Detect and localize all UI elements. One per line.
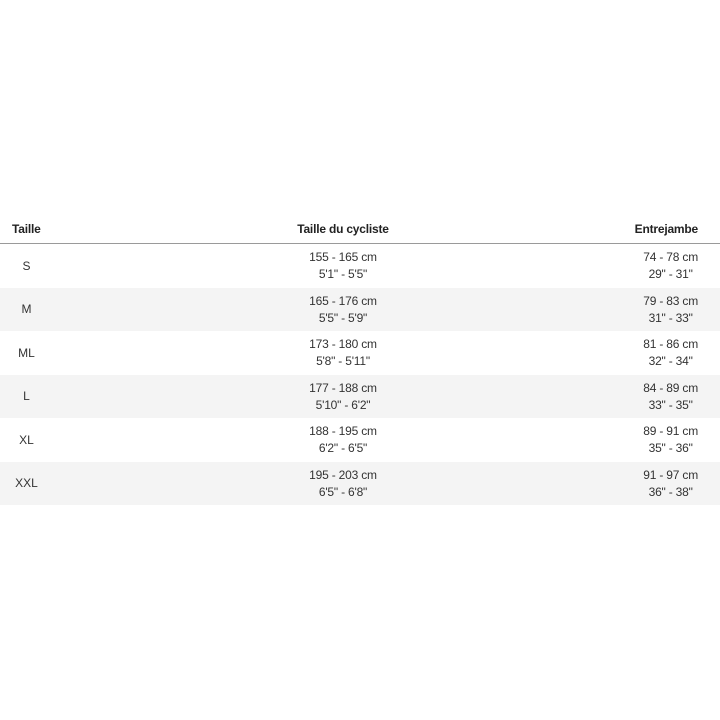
height-cm: 177 - 188 cm xyxy=(309,380,377,395)
inseam-cell xyxy=(643,423,698,457)
inseam-in: 29" - 31" xyxy=(648,267,693,281)
height-ft: 5'8" - 5'11" xyxy=(316,354,370,368)
size-chart-table xyxy=(0,214,720,505)
table-row xyxy=(0,375,720,419)
height-ft: 6'2" - 6'5" xyxy=(318,441,368,455)
header-rider-height: Taille du cycliste xyxy=(297,222,389,236)
height-cm: 188 - 195 cm xyxy=(309,424,377,438)
table-header-row xyxy=(0,214,720,244)
size-cell: L xyxy=(23,389,30,404)
height-cm: 195 - 203 cm xyxy=(309,467,377,482)
table-row xyxy=(0,418,720,462)
rider-height-cell xyxy=(0,249,686,283)
table-row xyxy=(0,244,720,288)
inseam-cm: 81 - 86 cm xyxy=(643,337,698,351)
table-row xyxy=(0,288,720,332)
inseam-cell xyxy=(643,293,698,327)
inseam-cm: 89 - 91 cm xyxy=(643,424,698,438)
inseam-in: 31" - 33" xyxy=(648,310,693,325)
inseam-cm: 74 - 78 cm xyxy=(643,250,698,264)
inseam-cm: 79 - 83 cm xyxy=(643,293,698,308)
height-cm: 155 - 165 cm xyxy=(309,250,377,264)
rider-height-cell xyxy=(0,293,686,327)
inseam-cell xyxy=(643,336,698,370)
size-cell: XXL xyxy=(15,476,38,491)
height-ft: 5'1" - 5'5" xyxy=(318,267,368,281)
inseam-cm: 91 - 97 cm xyxy=(643,467,698,482)
table-row xyxy=(0,331,720,375)
rider-height-cell xyxy=(0,423,686,457)
inseam-in: 36" - 38" xyxy=(648,484,693,499)
height-cm: 165 - 176 cm xyxy=(309,293,377,308)
size-cell: S xyxy=(22,258,31,273)
inseam-in: 35" - 36" xyxy=(648,441,693,455)
height-ft: 5'5" - 5'9" xyxy=(318,310,368,325)
size-cell: M xyxy=(21,302,32,317)
inseam-cell xyxy=(643,249,698,283)
height-ft: 5'10" - 6'2" xyxy=(315,397,371,412)
inseam-cell xyxy=(643,380,698,414)
rider-height-cell xyxy=(0,380,686,414)
height-ft: 6'5" - 6'8" xyxy=(318,484,368,499)
inseam-in: 32" - 34" xyxy=(648,354,693,368)
inseam-cm: 84 - 89 cm xyxy=(643,380,698,395)
size-cell: ML xyxy=(18,345,35,360)
rider-height-cell xyxy=(0,467,686,501)
inseam-in: 33" - 35" xyxy=(648,397,693,412)
header-size: Taille xyxy=(12,222,41,236)
size-cell: XL xyxy=(19,432,34,447)
table-row xyxy=(0,462,720,506)
inseam-cell xyxy=(643,467,698,501)
height-cm: 173 - 180 cm xyxy=(309,337,377,351)
header-inseam: Entrejambe xyxy=(634,222,698,236)
rider-height-cell xyxy=(0,336,686,370)
